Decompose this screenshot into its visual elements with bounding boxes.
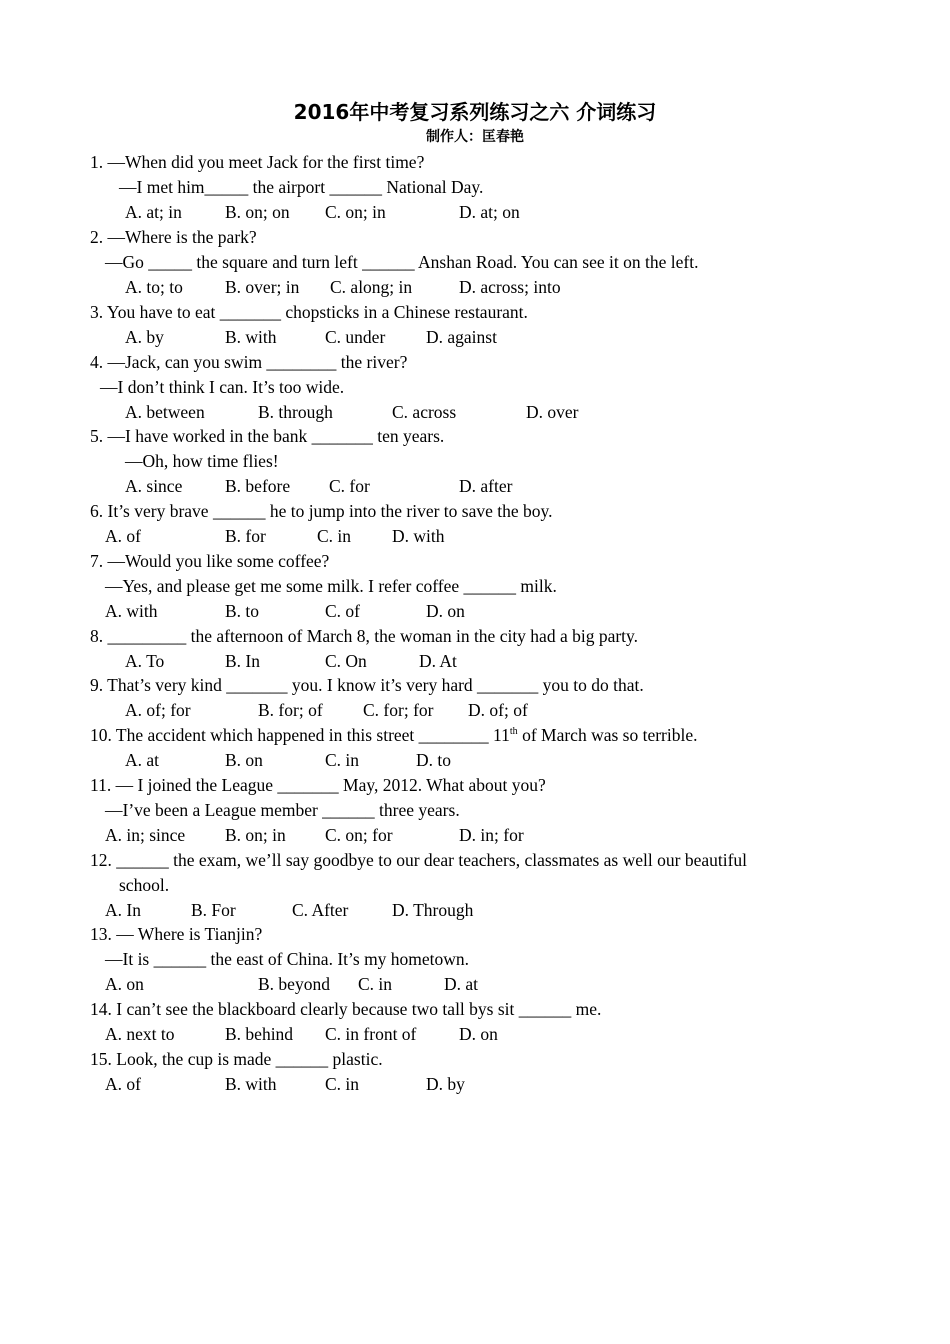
option-a: A. next to <box>105 1024 175 1044</box>
question-5-reply: —Oh, how time flies! <box>125 451 279 471</box>
option-b: B. through <box>258 402 333 422</box>
option-b: B. with <box>225 1074 277 1094</box>
option-a: A. at; in <box>125 202 182 222</box>
question-3-text: 3. You have to eat _______ chopsticks in a Chinese restaurant. <box>90 302 528 322</box>
option-a: A. since <box>125 476 183 496</box>
option-c: C. in <box>358 974 393 994</box>
option-a: A. on <box>105 974 144 994</box>
option-a: A. of; for <box>125 700 191 720</box>
question-6-text: 6. It’s very brave ______ he to jump into the river to save the boy. <box>90 501 553 521</box>
question-9-text: 9. That’s very kind _______ you. I know it’s very hard _______ you to do that. <box>90 675 644 695</box>
question-15-text: 15. Look, the cup is made ______ plastic. <box>90 1049 383 1069</box>
question-14-text: 14. I can’t see the blackboard clearly because two tall bys sit ______ me. <box>90 999 602 1019</box>
option-d: D. against <box>426 327 497 347</box>
option-d: D. across; into <box>459 277 561 297</box>
option-b: B. In <box>225 651 260 671</box>
option-c: C. On <box>325 651 367 671</box>
option-b: B. over; in <box>225 277 300 297</box>
option-c: C. on; for <box>325 825 393 845</box>
question-12-text: 12. ______ the exam, we’ll say goodbye to our dear teachers, classmates as well our beautiful <box>90 850 748 870</box>
question-8-text: 8. _________ the afternoon of March 8, the woman in the city had a big party. <box>90 626 639 646</box>
option-a: A. In <box>105 900 141 920</box>
option-d: D. at <box>444 974 479 994</box>
page-title: 2016年中考复习系列练习之六 介词练习 <box>293 100 657 124</box>
ordinal-suffix: th <box>509 726 518 737</box>
option-a: A. by <box>125 327 164 347</box>
question-12-text-continued: school. <box>119 875 170 895</box>
option-b: B. for; of <box>258 700 323 720</box>
option-d: D. after <box>459 476 513 496</box>
option-c: C. in front of <box>325 1024 417 1044</box>
option-b: B. to <box>225 601 260 621</box>
option-b: B. on; on <box>225 202 290 222</box>
option-a: A. To <box>125 651 165 671</box>
option-c: C. under <box>325 327 386 347</box>
option-d: D. of; of <box>468 700 528 720</box>
option-d: D. Through <box>392 900 474 920</box>
option-b: B. before <box>225 476 291 496</box>
option-d: D. with <box>392 526 445 546</box>
option-a: A. in; since <box>105 825 186 845</box>
option-a: A. of <box>105 1074 141 1094</box>
question-4-reply: —I don’t think I can. It’s too wide. <box>100 377 345 397</box>
question-2-text: 2. —Where is the park? <box>90 227 257 247</box>
question-11-reply: —I’ve been a League member ______ three years. <box>105 800 460 820</box>
option-d: D. at; on <box>459 202 520 222</box>
option-b: B. For <box>191 900 236 920</box>
option-c: C. for <box>329 476 370 496</box>
option-b: B. with <box>225 327 277 347</box>
option-c: C. for; for <box>363 700 434 720</box>
question-13-text: 13. — Where is Tianjin? <box>90 924 263 944</box>
question-13-reply: —It is ______ the east of China. It’s my hometown. <box>105 949 470 969</box>
question-11-text: 11. — I joined the League _______ May, 2012. What about you? <box>90 775 546 795</box>
option-b: B. behind <box>225 1024 294 1044</box>
option-c: C. on; in <box>325 202 386 222</box>
option-a: A. with <box>105 601 158 621</box>
question-10-text-start: 10. The accident which happened in this street ________ 11 <box>90 725 510 745</box>
question-2-reply: —Go _____ the square and turn left ______ Anshan Road. You can see it on the left. <box>105 252 699 272</box>
option-c: C. across <box>392 402 457 422</box>
option-b: B. for <box>225 526 266 546</box>
option-d: D. in; for <box>459 825 524 845</box>
option-a: A. between <box>125 402 205 422</box>
option-d: D. on <box>426 601 465 621</box>
option-c: C. in <box>325 1074 360 1094</box>
option-d: D. over <box>526 402 579 422</box>
option-b: B. on; in <box>225 825 286 845</box>
question-5-text: 5. —I have worked in the bank _______ ten years. <box>90 426 445 446</box>
option-d: D. by <box>426 1074 465 1094</box>
option-c: C. of <box>325 601 360 621</box>
option-d: D. on <box>459 1024 498 1044</box>
option-d: D. At <box>419 651 457 671</box>
question-10-text <box>90 724 698 746</box>
question-7-text: 7. —Would you like some coffee? <box>90 551 330 571</box>
option-c: C. along; in <box>330 277 413 297</box>
option-a: A. to; to <box>125 277 183 297</box>
option-a: A. at <box>125 750 160 770</box>
question-4-text: 4. —Jack, can you swim ________ the river? <box>90 352 408 372</box>
question-10-text-end: of March was so terrible. <box>517 725 698 745</box>
author-line: 制作人：匡春艳 <box>426 129 524 145</box>
option-c: C. in <box>317 526 352 546</box>
option-c: C. in <box>325 750 360 770</box>
option-a: A. of <box>105 526 141 546</box>
option-b: B. on <box>225 750 263 770</box>
option-b: B. beyond <box>258 974 330 994</box>
option-d: D. to <box>416 750 451 770</box>
option-c: C. After <box>292 900 349 920</box>
question-7-reply: —Yes, and please get me some milk. I refer coffee ______ milk. <box>105 576 557 596</box>
question-1-text: 1. —When did you meet Jack for the first time? <box>90 152 425 172</box>
question-1-reply: —I met him_____ the airport ______ National Day. <box>119 177 484 197</box>
